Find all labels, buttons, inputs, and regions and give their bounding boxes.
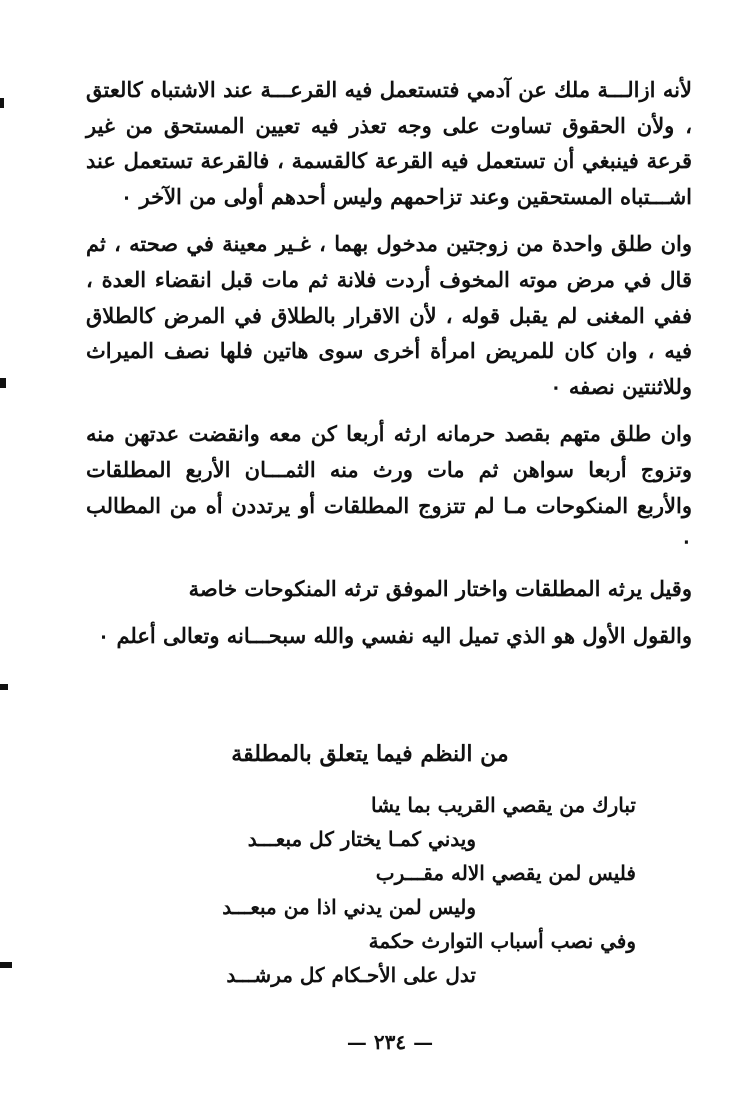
section-heading: من النظم فيما يتعلق بالمطلقة: [231, 741, 509, 767]
poem-line-4: وليس لمن يدني اذا من مبعـــد: [222, 895, 476, 919]
margin-mark: [0, 98, 4, 108]
paragraph-3: وان طلق متهم بقصد حرمانه ارثه أربعا كن معه وانقضت عدتهن منه وتزوج أربعا سواهن ثم مات ورث منه الثمـــان الأربع المطلقات والأربع المنكوحات مـا لم تتزوج المطلقات أو يرتددن أه من المطالب ٠: [86, 421, 692, 554]
body-text: [86, 72, 692, 666]
poem-line-5: وفي نصب أسباب التوارث حكمة: [368, 929, 636, 953]
poem-line-1: تبارك من يقصي القريب بما يشا: [370, 793, 636, 817]
margin-mark: [0, 378, 6, 388]
poem: [150, 788, 636, 992]
paragraph-1: لأنه ازالـــة ملك عن آدمي فتستعمل فيه القرعـــة عند الاشتباه كالعتق ، ولأن الحقوق تساوت على وجه تعذر فيه تعيين المستحق من غير قرعة فينبغي أن تستعمل فيه القرعة كالقسمة ، فالقرعة تستعمل عند اشـــتباه المستحقين وعند تزاحمهم وليس أحدهم أولى من الآخر ٠: [86, 77, 692, 209]
poem-line-3: فليس لمن يقصي الاله مقـــرب: [375, 861, 636, 885]
margin-mark: [0, 684, 8, 690]
paragraph-5: والقول الأول هو الذي تميل اليه نفسي والله سبحـــانه وتعالى أعلم ٠: [97, 623, 692, 649]
margin-mark: [0, 962, 12, 968]
poem-line-6: تدل على الأحـكام كل مرشـــد: [226, 963, 476, 987]
poem-line-2: ويدني كمـا يختار كل مبعـــد: [247, 827, 476, 851]
paragraph-4: وقيل يرثه المطلقات واختار الموفق ترثه المنكوحات خاصة: [188, 575, 692, 601]
page-number: — ٢٣٤ —: [346, 1030, 434, 1054]
paragraph-2: وان طلق واحدة من زوجتين مدخول بهما ، غـير معينة في صحته ، ثم قال في مرض موته المخوف أردت فلانة ثم مات قبل انقضاء العدة ، ففي المغنى لم يقبل قوله ، لأن الاقرار بالطلاق في المرض كالطلاق فيه ، وان كان للمريض امرأة أخرى سوى هاتين فلها نصف الميراث وللاثنتين نصفه ٠: [86, 231, 692, 399]
